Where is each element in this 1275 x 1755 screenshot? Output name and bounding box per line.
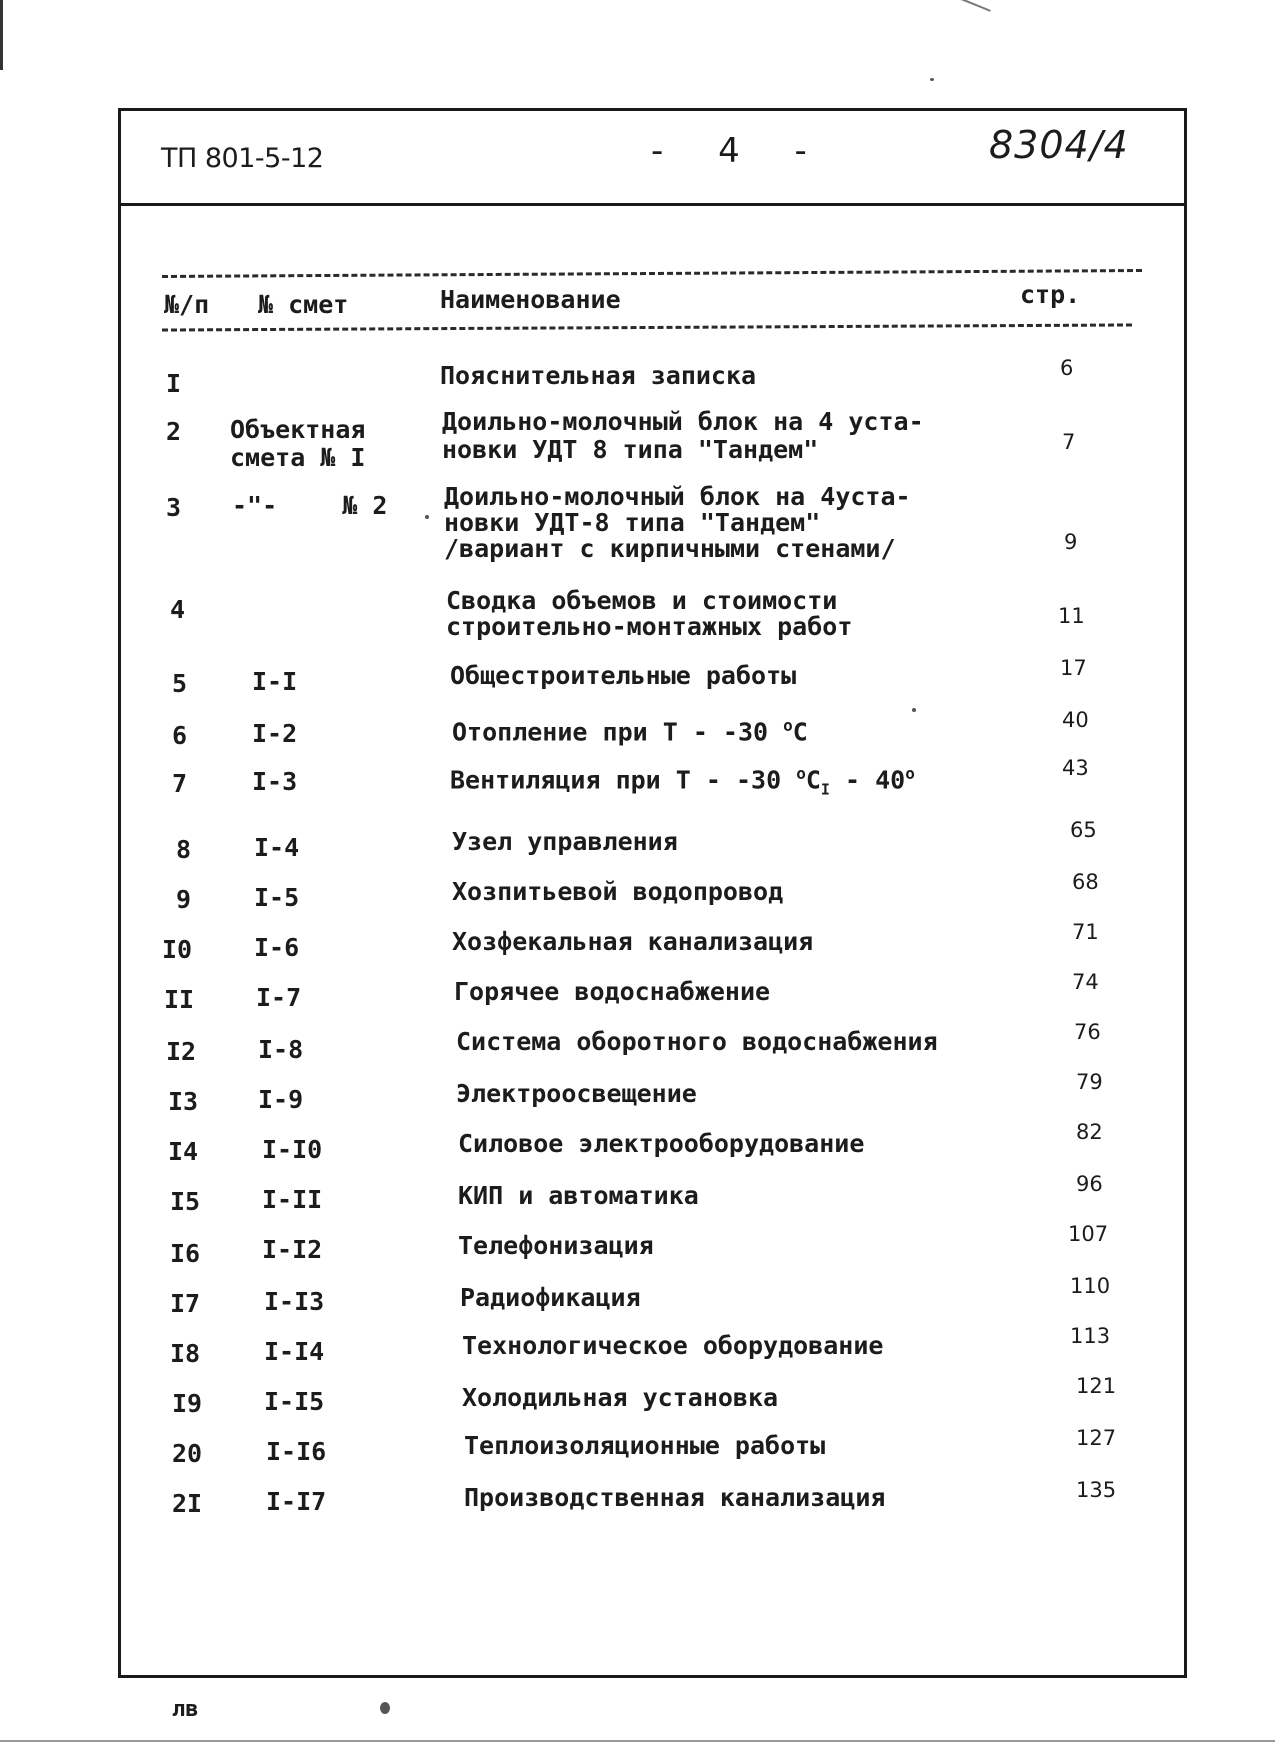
degree-sign: о: [905, 764, 915, 783]
name-line: строительно-монтажных работ: [446, 612, 853, 641]
row-name: Пояснительная записка: [440, 361, 757, 390]
row-estimate: I-4: [254, 833, 300, 862]
ditto-mark: -"-: [232, 491, 278, 520]
column-header-name: Наименование: [440, 285, 621, 314]
row-page: 110: [1070, 1274, 1111, 1298]
estimate-line: Объектная: [230, 415, 366, 444]
row-estimate: I-I2: [262, 1235, 323, 1264]
celsius-unit: С: [792, 717, 808, 747]
row-estimate: I-7: [256, 983, 302, 1012]
scan-edge: [0, 0, 3, 70]
row-num: I0: [162, 935, 193, 964]
row-name: Телефонизация: [458, 1231, 654, 1260]
name-line: Доильно-молочный блок на 4уста-: [444, 482, 911, 511]
row-num: 8: [176, 835, 192, 864]
row-name: Система оборотного водоснабжения: [456, 1027, 938, 1056]
row-estimate: I-5: [254, 883, 300, 912]
row-num: 2: [166, 417, 182, 446]
row-page: 79: [1076, 1070, 1103, 1094]
row-name: Хозпитьевой водопровод: [452, 877, 784, 906]
row-name: Хозфекальная канализация: [452, 927, 814, 956]
row-page: 107: [1068, 1222, 1109, 1246]
row-page: 82: [1076, 1120, 1103, 1144]
column-header-estimate: № смет: [258, 290, 349, 319]
column-header-page: стр.: [1020, 280, 1081, 309]
row-estimate: I-I0: [262, 1135, 323, 1164]
name-text: - 40: [829, 765, 906, 795]
row-page: 17: [1060, 656, 1087, 680]
row-page: 96: [1076, 1172, 1103, 1196]
row-num: I: [166, 369, 182, 398]
page-number: - 4 -: [651, 131, 829, 171]
row-estimate: I-3: [252, 767, 298, 796]
row-name: [442, 408, 924, 464]
scan-speck: [912, 708, 916, 712]
row-page: 74: [1072, 970, 1099, 994]
row-num: 2I: [172, 1489, 203, 1518]
row-num: 5: [172, 669, 188, 698]
row-num: I5: [170, 1187, 201, 1216]
row-name: Электроосвещение: [456, 1079, 697, 1108]
row-estimate: I-2: [252, 719, 298, 748]
degree-sign: о: [783, 716, 793, 735]
name-line: новки УДТ-8 типа "Тандем": [444, 508, 821, 537]
initials: лв: [172, 1697, 199, 1722]
document-code: ТП 801-5-12: [161, 143, 324, 174]
scan-speck: [380, 1702, 390, 1714]
row-page: 40: [1062, 708, 1089, 732]
row-estimate: I-I: [252, 667, 298, 696]
name-text: Вентиляция при Т - -30: [450, 765, 797, 795]
row-num: 9: [176, 885, 192, 914]
row-page: 68: [1072, 870, 1099, 894]
row-estimate: [230, 416, 365, 472]
row-num: 7: [172, 769, 188, 798]
scan-scratch: [951, 0, 991, 12]
row-num: I6: [170, 1239, 201, 1268]
row-num: 3: [166, 493, 182, 522]
row-page: 6: [1060, 356, 1074, 380]
row-name: Общестроительные работы: [450, 661, 797, 690]
row-name: Узел управления: [452, 827, 678, 856]
row-num: I4: [168, 1137, 199, 1166]
row-name: Теплоизоляционные работы: [464, 1431, 826, 1460]
row-num: I3: [168, 1087, 199, 1116]
row-page: 76: [1074, 1020, 1101, 1044]
row-estimate: I-I4: [264, 1337, 325, 1366]
name-line: /вариант с кирпичными стенами/: [444, 534, 896, 563]
row-name: [446, 588, 852, 640]
subscript: I: [820, 780, 830, 799]
row-page: 9: [1064, 530, 1078, 554]
row-estimate: I-I7: [266, 1487, 327, 1516]
row-name: Технологическое оборудование: [462, 1331, 884, 1360]
row-name: [450, 760, 915, 803]
row-page: 65: [1070, 818, 1097, 842]
row-name: Производственная канализация: [464, 1483, 886, 1512]
row-page: 43: [1062, 756, 1089, 780]
estimate-number: № 2: [342, 491, 388, 520]
scan-speck: [425, 515, 429, 519]
row-estimate: I-6: [254, 933, 300, 962]
row-page: 135: [1076, 1478, 1117, 1502]
name-line: Сводка объемов и стоимости: [446, 586, 838, 615]
row-name: Холодильная установка: [462, 1383, 779, 1412]
scan-bottom-edge: [0, 1740, 1275, 1742]
row-num: I8: [170, 1339, 201, 1368]
row-page: 113: [1070, 1324, 1111, 1348]
row-page: 127: [1076, 1426, 1117, 1450]
row-num: I7: [170, 1289, 201, 1318]
row-estimate: I-9: [258, 1085, 304, 1114]
name-line: Доильно-молочный блок на 4 уста-: [442, 407, 924, 436]
row-name: Радиофикация: [460, 1283, 641, 1312]
column-header-num: №/п: [164, 290, 210, 319]
estimate-line: смета № I: [230, 443, 366, 472]
title-block: [121, 111, 1184, 206]
sheet-id: 8304/4: [989, 123, 1129, 167]
row-name: [444, 484, 911, 562]
name-text: Отопление при Т - -30: [452, 717, 784, 747]
celsius-unit: С: [805, 765, 821, 795]
name-line: новки УДТ 8 типа "Тандем": [442, 435, 819, 464]
row-estimate: I-I6: [266, 1437, 327, 1466]
row-name: Силовое электрооборудование: [458, 1129, 865, 1158]
row-num: 20: [172, 1439, 203, 1468]
row-page: 11: [1058, 604, 1085, 628]
row-num: 4: [170, 595, 186, 624]
row-page: 7: [1062, 430, 1076, 454]
scan-speck: [930, 78, 934, 81]
degree-sign: о: [796, 764, 806, 783]
row-page: 121: [1076, 1374, 1117, 1398]
row-num: II: [164, 985, 195, 1014]
row-num: 6: [172, 721, 188, 750]
row-num: I9: [172, 1389, 203, 1418]
row-name: [452, 712, 808, 746]
row-name: КИП и автоматика: [458, 1181, 699, 1210]
row-num: I2: [166, 1037, 197, 1066]
row-estimate: I-II: [262, 1185, 323, 1214]
row-estimate: I-I3: [264, 1287, 325, 1316]
row-estimate: [232, 492, 387, 520]
row-page: 71: [1072, 920, 1099, 944]
row-estimate: I-8: [258, 1035, 304, 1064]
row-name: Горячее водоснабжение: [454, 977, 771, 1006]
row-estimate: I-I5: [264, 1387, 325, 1416]
